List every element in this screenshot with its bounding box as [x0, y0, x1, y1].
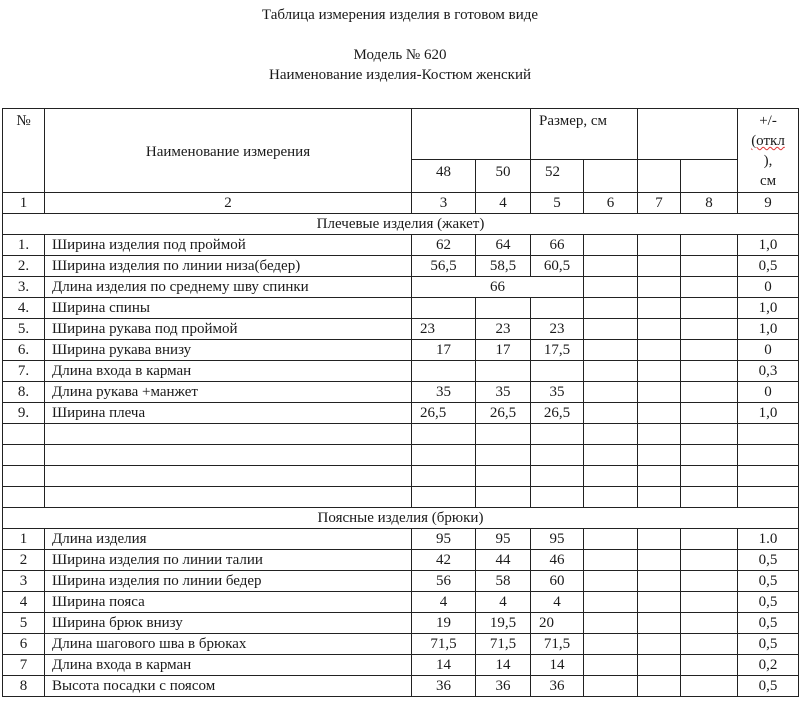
tolerance-value: 1.0	[738, 529, 799, 550]
row-number: 2	[3, 550, 45, 571]
table-row	[3, 613, 799, 634]
size-value: 26,5	[476, 403, 531, 424]
measurement-name: Ширина брюк внизу	[45, 613, 412, 634]
size-value: 60,5	[531, 256, 584, 277]
size-value	[584, 403, 638, 424]
size-value	[531, 298, 584, 319]
tolerance-value: 0,5	[738, 571, 799, 592]
size-value: 46	[531, 550, 584, 571]
size-value	[681, 634, 738, 655]
empty-cell	[531, 487, 584, 508]
size-value	[638, 634, 681, 655]
size-value	[584, 340, 638, 361]
size-value	[584, 550, 638, 571]
empty-cell	[476, 424, 531, 445]
section-header-row	[3, 214, 799, 235]
row-number: 6	[3, 634, 45, 655]
measurement-name: Ширина рукава внизу	[45, 340, 412, 361]
measurement-name: Ширина пояса	[45, 592, 412, 613]
row-number: 8	[3, 676, 45, 697]
table-row	[3, 634, 799, 655]
empty-cell	[738, 424, 799, 445]
empty-cell	[738, 466, 799, 487]
size-value: 4	[476, 592, 531, 613]
empty-cell	[45, 424, 412, 445]
size-value: 4	[531, 592, 584, 613]
measurement-table	[2, 108, 799, 697]
size-value	[584, 592, 638, 613]
tolerance-value: 0,5	[738, 550, 799, 571]
size-value: 44	[476, 550, 531, 571]
measurement-name: Высота посадки с поясом	[45, 676, 412, 697]
tolerance-value: 0,5	[738, 592, 799, 613]
size-value	[681, 550, 738, 571]
row-number: 5.	[3, 319, 45, 340]
empty-cell	[476, 445, 531, 466]
size-value	[681, 655, 738, 676]
size-value: 14	[531, 655, 584, 676]
size-value	[638, 592, 681, 613]
measurement-name: Ширина изделия под проймой	[45, 235, 412, 256]
empty-row	[3, 487, 799, 508]
size-value: 36	[412, 676, 476, 697]
size-value	[681, 298, 738, 319]
size-value	[638, 235, 681, 256]
empty-cell	[412, 424, 476, 445]
empty-cell	[45, 487, 412, 508]
row-number: 3.	[3, 277, 45, 298]
empty-cell	[638, 424, 681, 445]
size-value	[681, 319, 738, 340]
header-tolerance	[738, 109, 799, 193]
size-value: 36	[476, 676, 531, 697]
size-value	[638, 676, 681, 697]
size-value: 19,5	[476, 613, 531, 634]
measurement-name: Длина входа в карман	[45, 361, 412, 382]
empty-cell	[681, 466, 738, 487]
size-value	[681, 256, 738, 277]
empty-cell	[531, 466, 584, 487]
measurement-name: Ширина плеча	[45, 403, 412, 424]
row-number: 4	[3, 592, 45, 613]
size-value	[638, 361, 681, 382]
empty-cell	[476, 487, 531, 508]
size-value	[412, 361, 476, 382]
size-value	[584, 529, 638, 550]
table-row	[3, 235, 799, 256]
table-row	[3, 298, 799, 319]
table-row	[3, 592, 799, 613]
size-value: 14	[476, 655, 531, 676]
tolerance-value: 1,0	[738, 235, 799, 256]
size-value: 23	[412, 319, 476, 340]
table-row	[3, 277, 799, 298]
measurement-name: Длина входа в карман	[45, 655, 412, 676]
row-number: 9.	[3, 403, 45, 424]
size-value	[681, 571, 738, 592]
row-number: 5	[3, 613, 45, 634]
row-number: 8.	[3, 382, 45, 403]
size-value: 35	[476, 382, 531, 403]
size-value	[584, 613, 638, 634]
measurement-name: Длина изделия по среднему шву спинки	[45, 277, 412, 298]
size-value: 71,5	[412, 634, 476, 655]
table-row	[3, 571, 799, 592]
empty-cell	[3, 445, 45, 466]
size-value: 66	[531, 235, 584, 256]
size-value: 17,5	[531, 340, 584, 361]
size-value	[638, 655, 681, 676]
column-number: 7	[638, 193, 681, 214]
header-size-group: Размер, см	[531, 109, 638, 160]
tolerance-value: 0,3	[738, 361, 799, 382]
size-value: 71,5	[476, 634, 531, 655]
tolerance-value: 0,2	[738, 655, 799, 676]
empty-cell	[638, 466, 681, 487]
size-value	[638, 529, 681, 550]
size-value	[681, 340, 738, 361]
size-value	[584, 571, 638, 592]
table-row	[3, 361, 799, 382]
table-row	[3, 403, 799, 424]
tolerance-line1: +/-	[759, 113, 777, 129]
empty-cell	[412, 466, 476, 487]
empty-cell	[412, 487, 476, 508]
empty-cell	[681, 445, 738, 466]
document-title: Таблица измерения изделия в готовом виде	[261, 7, 539, 23]
size-header: 50	[476, 160, 531, 193]
size-value: 36	[531, 676, 584, 697]
size-value	[476, 298, 531, 319]
column-number: 4	[476, 193, 531, 214]
column-number: 5	[531, 193, 584, 214]
section-title: Плечевые изделия (жакет)	[3, 214, 799, 235]
tolerance-value: 1,0	[738, 298, 799, 319]
size-value: 42	[412, 550, 476, 571]
size-value: 23	[531, 319, 584, 340]
empty-cell	[638, 487, 681, 508]
size-value	[638, 613, 681, 634]
column-number: 8	[681, 193, 738, 214]
size-value	[638, 319, 681, 340]
empty-cell	[531, 445, 584, 466]
size-value: 56	[412, 571, 476, 592]
row-number: 2.	[3, 256, 45, 277]
measurement-name: Длина рукава +манжет	[45, 382, 412, 403]
size-value	[584, 655, 638, 676]
header-row-top	[3, 109, 799, 160]
measurement-name: Ширина изделия по линии талии	[45, 550, 412, 571]
size-value	[681, 613, 738, 634]
size-value-merged: 66	[412, 277, 584, 298]
empty-cell	[584, 487, 638, 508]
size-value: 19	[412, 613, 476, 634]
column-number: 2	[45, 193, 412, 214]
size-value	[681, 676, 738, 697]
measurement-name: Длина шагового шва в брюках	[45, 634, 412, 655]
size-header: 52	[531, 160, 584, 193]
product-name: Наименование изделия-Костюм женский	[268, 67, 532, 83]
size-value	[681, 361, 738, 382]
size-value	[584, 361, 638, 382]
size-value: 58,5	[476, 256, 531, 277]
size-header	[584, 160, 638, 193]
size-value	[638, 382, 681, 403]
row-number: 7.	[3, 361, 45, 382]
tolerance-line3: ),	[763, 153, 773, 169]
size-value: 35	[412, 382, 476, 403]
size-value: 4	[412, 592, 476, 613]
measurement-name: Длина изделия	[45, 529, 412, 550]
empty-cell	[638, 445, 681, 466]
size-value	[638, 298, 681, 319]
empty-row	[3, 466, 799, 487]
size-value	[476, 361, 531, 382]
size-value: 95	[476, 529, 531, 550]
section-title: Поясные изделия (брюки)	[3, 508, 799, 529]
tolerance-value: 0,5	[738, 613, 799, 634]
table-row	[3, 319, 799, 340]
size-value: 26,5	[412, 403, 476, 424]
empty-cell	[3, 424, 45, 445]
size-value: 17	[412, 340, 476, 361]
size-value: 95	[531, 529, 584, 550]
size-value: 20	[531, 613, 584, 634]
size-value	[412, 298, 476, 319]
size-value	[681, 592, 738, 613]
measurement-name: Ширина спины	[45, 298, 412, 319]
header-size-blank-right	[638, 109, 738, 160]
empty-cell	[738, 487, 799, 508]
column-number: 3	[412, 193, 476, 214]
size-value	[584, 634, 638, 655]
size-header	[681, 160, 738, 193]
table-row	[3, 676, 799, 697]
empty-cell	[681, 487, 738, 508]
size-value: 17	[476, 340, 531, 361]
size-value	[531, 361, 584, 382]
size-value	[584, 676, 638, 697]
row-number: 1	[3, 529, 45, 550]
size-value: 71,5	[531, 634, 584, 655]
row-number: 1.	[3, 235, 45, 256]
size-value: 58	[476, 571, 531, 592]
tolerance-value: 0	[738, 340, 799, 361]
size-value: 35	[531, 382, 584, 403]
size-value	[584, 298, 638, 319]
section-header-row	[3, 508, 799, 529]
empty-cell	[681, 424, 738, 445]
table-row	[3, 655, 799, 676]
tolerance-line2: (откл	[751, 133, 785, 149]
size-value	[584, 382, 638, 403]
size-value	[638, 550, 681, 571]
size-value: 60	[531, 571, 584, 592]
table-row	[3, 382, 799, 403]
tolerance-value: 0	[738, 382, 799, 403]
empty-cell	[412, 445, 476, 466]
size-value	[638, 340, 681, 361]
row-number: 4.	[3, 298, 45, 319]
empty-cell	[45, 445, 412, 466]
size-value	[584, 235, 638, 256]
size-value: 14	[412, 655, 476, 676]
empty-cell	[3, 466, 45, 487]
size-value	[584, 277, 638, 298]
size-value: 23	[476, 319, 531, 340]
empty-cell	[45, 466, 412, 487]
size-value	[638, 256, 681, 277]
empty-row	[3, 424, 799, 445]
column-number: 6	[584, 193, 638, 214]
size-value	[584, 256, 638, 277]
column-number-row	[3, 193, 799, 214]
tolerance-value: 0	[738, 277, 799, 298]
measurement-name: Ширина рукава под проймой	[45, 319, 412, 340]
size-header	[638, 160, 681, 193]
size-header: 48	[412, 160, 476, 193]
size-value	[681, 382, 738, 403]
size-value	[681, 529, 738, 550]
size-value	[681, 235, 738, 256]
empty-row	[3, 445, 799, 466]
empty-cell	[584, 466, 638, 487]
size-value	[638, 403, 681, 424]
size-value	[681, 403, 738, 424]
table-row	[3, 256, 799, 277]
table-row	[3, 529, 799, 550]
tolerance-value: 0,5	[738, 256, 799, 277]
header-number: №	[3, 109, 45, 193]
size-value	[638, 277, 681, 298]
header-size-blank-left	[412, 109, 531, 160]
size-value: 62	[412, 235, 476, 256]
measurement-name: Ширина изделия по линии низа(бедер)	[45, 256, 412, 277]
column-number: 1	[3, 193, 45, 214]
size-value: 56,5	[412, 256, 476, 277]
header-measurement-name: Наименование измерения	[45, 109, 412, 193]
empty-cell	[738, 445, 799, 466]
empty-cell	[531, 424, 584, 445]
size-value: 64	[476, 235, 531, 256]
column-number: 9	[738, 193, 799, 214]
model-number: Модель № 620	[353, 47, 447, 63]
tolerance-value: 1,0	[738, 403, 799, 424]
empty-cell	[584, 445, 638, 466]
row-number: 7	[3, 655, 45, 676]
tolerance-value: 1,0	[738, 319, 799, 340]
tolerance-line4: см	[759, 173, 777, 189]
empty-cell	[476, 466, 531, 487]
table-row	[3, 340, 799, 361]
row-number: 6.	[3, 340, 45, 361]
size-value: 95	[412, 529, 476, 550]
size-value	[638, 571, 681, 592]
size-value	[681, 277, 738, 298]
tolerance-value: 0,5	[738, 676, 799, 697]
size-value: 26,5	[531, 403, 584, 424]
size-value	[584, 319, 638, 340]
empty-cell	[584, 424, 638, 445]
empty-cell	[3, 487, 45, 508]
tolerance-value: 0,5	[738, 634, 799, 655]
table-row	[3, 550, 799, 571]
row-number: 3	[3, 571, 45, 592]
measurement-name: Ширина изделия по линии бедер	[45, 571, 412, 592]
